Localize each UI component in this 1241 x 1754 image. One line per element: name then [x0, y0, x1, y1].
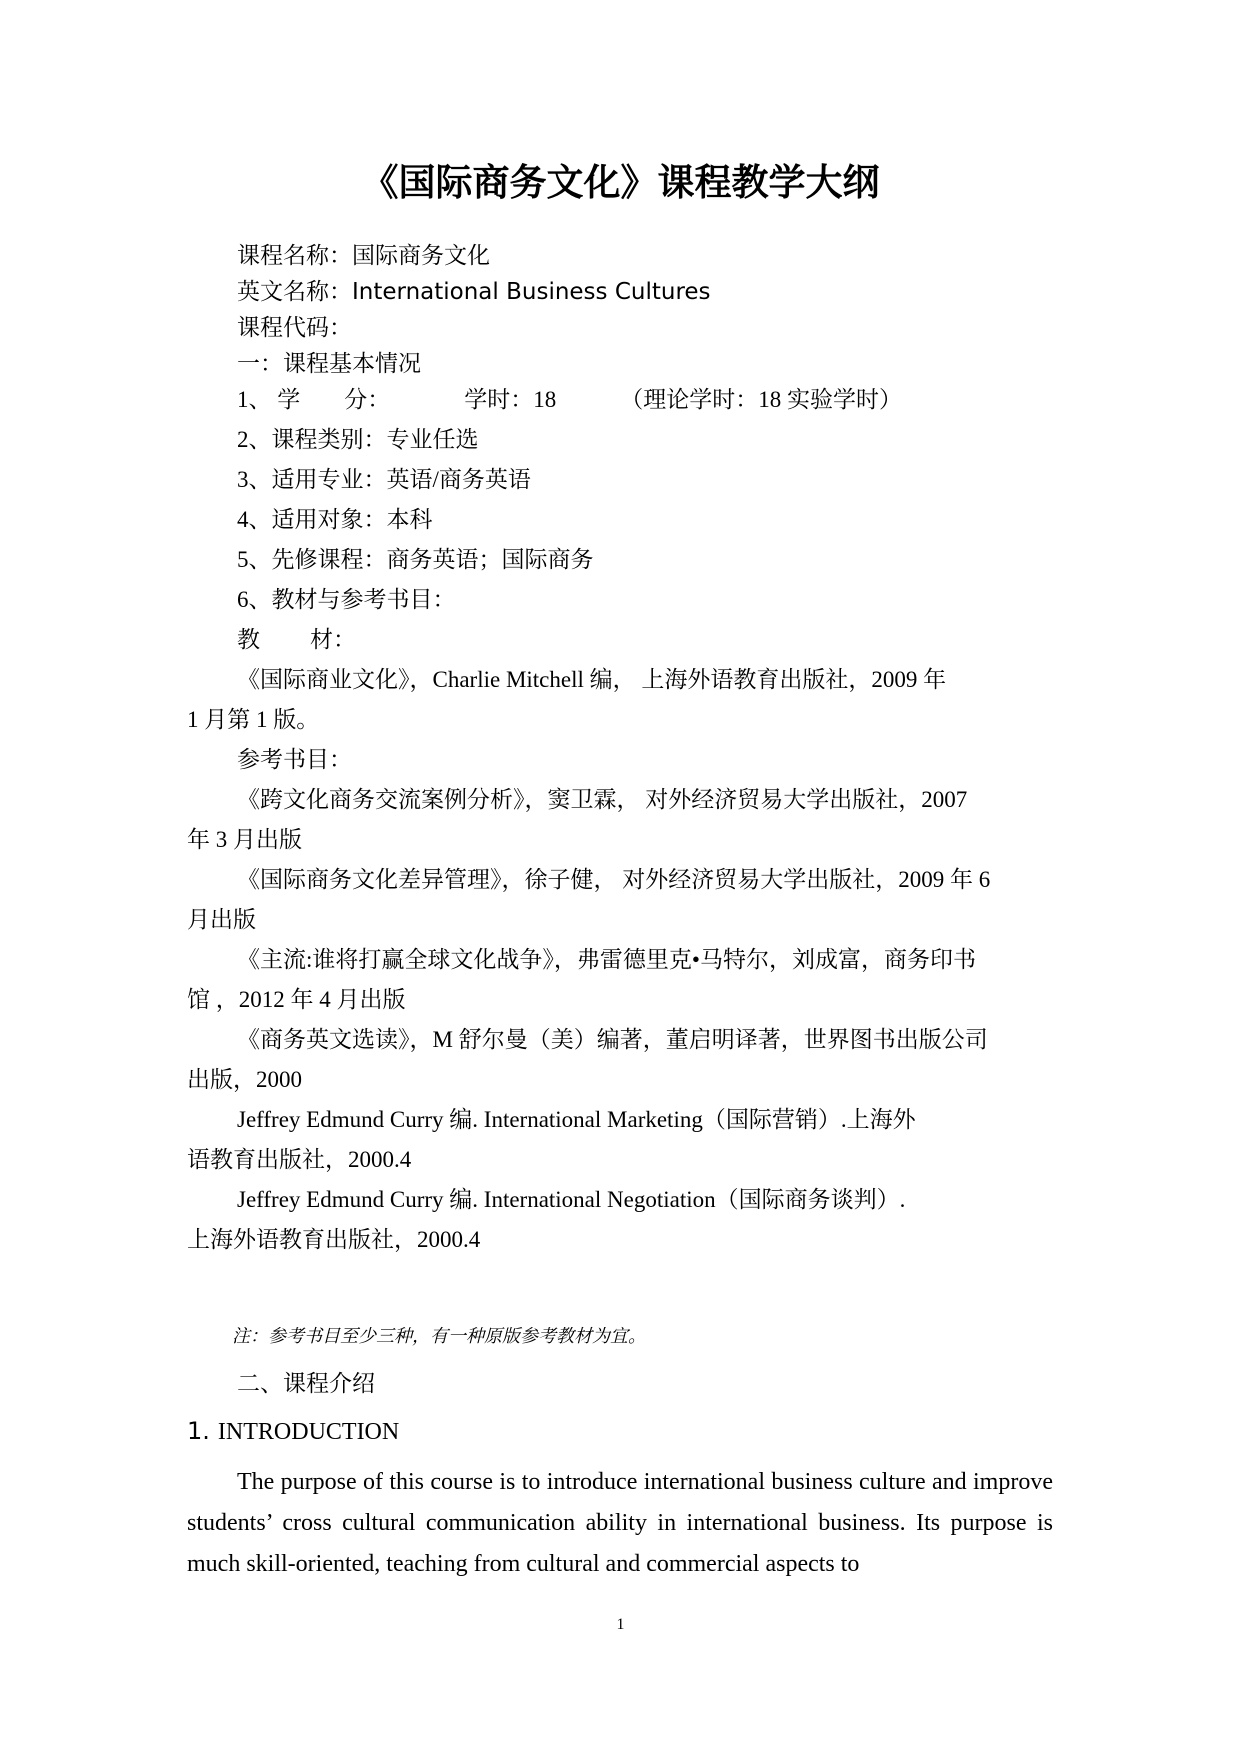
english-name [237, 272, 1107, 312]
introduction-number: 1. [187, 1417, 210, 1445]
textbook-label [237, 620, 1107, 660]
books-heading: 6、教材与参考书目： [237, 587, 456, 612]
hours-detail: （理论学时：18 实验学时） [620, 387, 902, 412]
page-number: 1 [616, 1616, 625, 1633]
applicable-major: 3、适用专业：英语/商务英语 [237, 467, 531, 492]
reference-line: 上海外语教育出版社，2000.4 [187, 1227, 481, 1252]
reference-line: 馆 ，2012 年 4 月出版 [187, 987, 406, 1012]
textbook-line: 《国际商业文化》，Charlie Mitchell 编， 上海外语教育出版社，2009 年 [237, 667, 947, 692]
reference-line: 《跨文化商务交流案例分析》，窦卫霖， 对外经济贸易大学出版社，2007 [237, 787, 968, 812]
credits-label-a: 1、 学 [237, 387, 301, 412]
references-label: 参考书目： [237, 747, 352, 772]
reference-line: 《国际商务文化差异管理》，徐子健， 对外经济贸易大学出版社，2009 年 6 [237, 867, 991, 892]
course-name: 课程名称：国际商务文化 [237, 243, 490, 269]
english-name-text: 英文名称：International Business Cultures [237, 279, 711, 305]
introduction-title: INTRODUCTION [217, 1419, 400, 1445]
course-category: 2、课程类别：专业任选 [237, 427, 479, 452]
textbook-label-a: 教 [237, 627, 260, 652]
applicable-target: 4、适用对象：本科 [237, 507, 433, 532]
prerequisite-courses: 5、先修课程：商务英语；国际商务 [237, 547, 594, 572]
credits-label-b: 分： [344, 387, 391, 412]
reference-line: Jeffrey Edmund Curry 编. International Marketing（国际营销）.上海外 [237, 1107, 916, 1132]
reference-line: 月出版 [187, 907, 256, 932]
reference-line: Jeffrey Edmund Curry 编. International Negotiation（国际商务谈判）. [237, 1187, 906, 1212]
textbook-line: 1 月第 1 版。 [187, 707, 320, 732]
reference-note: 注：参考书目至少三种，有一种原版参考教材为宜。 [232, 1326, 646, 1347]
page-title: 《国际商务文化》课程教学大纲 [361, 161, 880, 204]
reference-line: 年 3 月出版 [187, 827, 302, 852]
introduction-paragraph: The purpose of this course is to introduce international business culture and improve students’ cross cultural communication ability in international business. Its purpose is much skill-oriented, teaching from cultural and commercial aspects to [187, 1469, 1053, 1577]
credits-line [237, 380, 1107, 420]
textbook-label-b: 材： [310, 627, 356, 652]
hours-label: 学时：18 [464, 387, 557, 412]
section2-heading: 二、课程介绍 [237, 1371, 375, 1397]
section1-heading: 一：课程基本情况 [237, 351, 421, 377]
reference-line: 《商务英文选读》，M 舒尔曼（美）编著，董启明译著，世界图书出版公司 [237, 1027, 988, 1052]
introduction-heading [187, 1417, 399, 1446]
reference-line: 《主流:谁将打赢全球文化战争》，弗雷德里克•马特尔，刘成富，商务印书 [237, 947, 976, 972]
course-code: 课程代码： [237, 315, 352, 341]
reference-line: 出版，2000 [187, 1067, 302, 1092]
reference-line: 语教育出版社，2000.4 [187, 1147, 412, 1172]
